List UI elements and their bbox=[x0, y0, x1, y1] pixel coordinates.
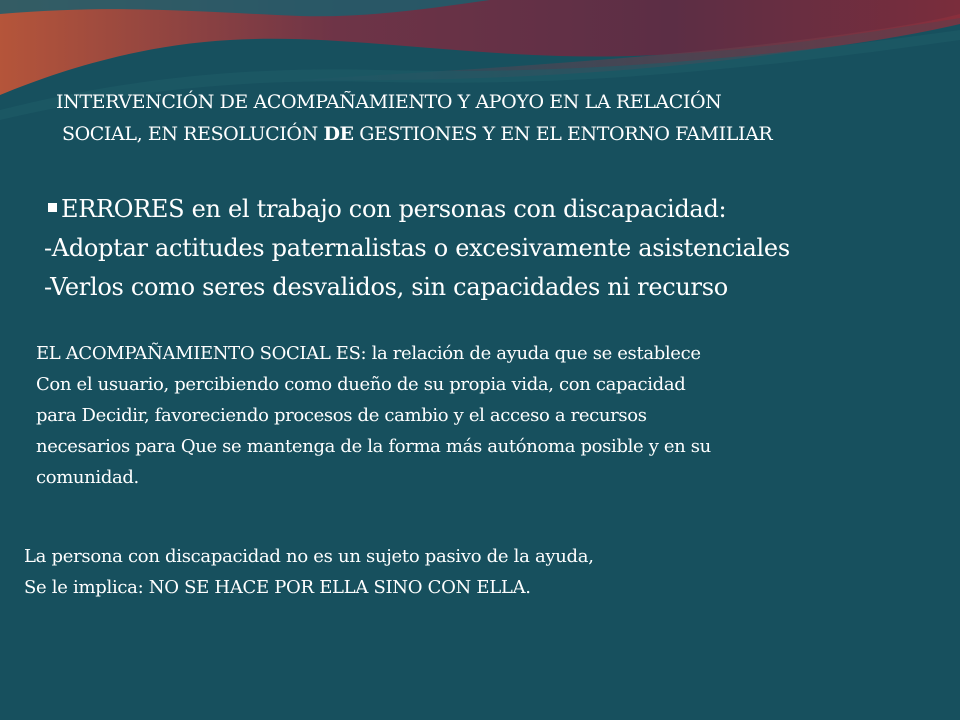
errors-item-2: -Verlos como seres desvalidos, sin capacidades ni recurso bbox=[44, 273, 728, 301]
definition-line-1: EL ACOMPAÑAMIENTO SOCIAL ES: la relación de ayuda que se establece bbox=[36, 343, 701, 364]
definition-line-2: Con el usuario, percibiendo como dueño de su propia vida, con capacidad bbox=[36, 374, 686, 395]
title-line-1: INTERVENCIÓN DE ACOMPAÑAMIENTO Y APOYO EN LA RELACIÓN bbox=[56, 91, 722, 113]
definition-line-3: para Decidir, favoreciendo procesos de cambio y el acceso a recursos bbox=[36, 405, 647, 426]
errors-heading: ERRORES en el trabajo con personas con discapacidad: bbox=[61, 195, 727, 223]
closing-line-2: Se le implica: NO SE HACE POR ELLA SINO CON ELLA. bbox=[24, 577, 531, 598]
square-bullet-icon bbox=[48, 203, 57, 212]
definition-paragraph bbox=[36, 338, 926, 493]
closing-line-1: La persona con discapacidad no es un sujeto pasivo de la ayuda, bbox=[24, 546, 594, 567]
title-line-2-end: GESTIONES Y EN EL ENTORNO FAMILIAR bbox=[353, 123, 773, 145]
closing-paragraph bbox=[24, 541, 924, 603]
title-line-2 bbox=[56, 118, 946, 150]
errors-heading-row bbox=[44, 190, 949, 229]
title-line-2-start: SOCIAL, EN RESOLUCIÓN bbox=[62, 123, 324, 145]
slide-title bbox=[56, 86, 946, 150]
definition-line-5: comunidad. bbox=[36, 467, 139, 488]
errors-section bbox=[44, 190, 949, 307]
definition-line-4: necesarios para Que se mantenga de la forma más autónoma posible y en su bbox=[36, 436, 711, 457]
title-line-2-bold: DE bbox=[323, 123, 354, 145]
errors-item-1: -Adoptar actitudes paternalistas o excesivamente asistenciales bbox=[44, 234, 790, 262]
